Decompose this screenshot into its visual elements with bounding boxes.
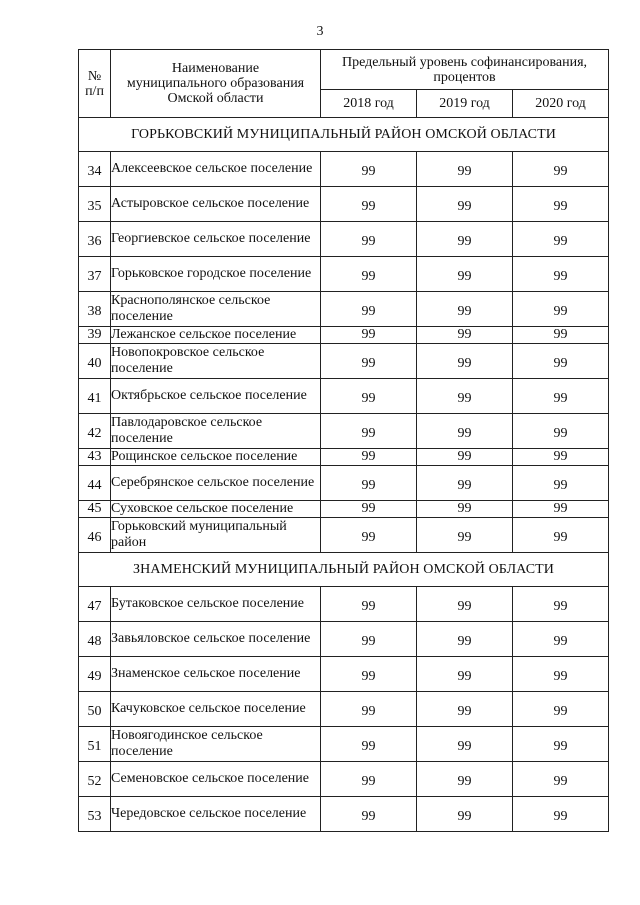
row-number: 46 — [79, 518, 111, 553]
row-number: 40 — [79, 344, 111, 379]
value-2020: 99 — [513, 222, 609, 257]
value-2018: 99 — [321, 327, 417, 344]
row-number: 52 — [79, 762, 111, 797]
table-row — [79, 727, 609, 762]
value-2020: 99 — [513, 327, 609, 344]
value-2018: 99 — [321, 692, 417, 727]
table-header — [79, 50, 609, 118]
table-row — [79, 344, 609, 379]
value-2018: 99 — [321, 501, 417, 518]
value-2019: 99 — [417, 292, 513, 327]
table-row — [79, 466, 609, 501]
header-year-2020: 2020 год — [513, 90, 609, 118]
municipality-name: Краснополянское сельское поселение — [111, 292, 321, 327]
header-name-line1: Наименование — [171, 61, 260, 76]
table-row — [79, 501, 609, 518]
header-num-line1: № — [87, 68, 102, 84]
value-2020: 99 — [513, 449, 609, 466]
value-2020: 99 — [513, 727, 609, 762]
value-2019: 99 — [417, 622, 513, 657]
value-2019: 99 — [417, 466, 513, 501]
value-2019: 99 — [417, 379, 513, 414]
value-2020: 99 — [513, 501, 609, 518]
row-number: 42 — [79, 414, 111, 449]
municipality-name: Новоягодинское сельское поселение — [111, 727, 321, 762]
header-name-line2: муниципального образования — [126, 76, 305, 91]
row-number: 47 — [79, 587, 111, 622]
page-number: 3 — [316, 24, 324, 39]
value-2020: 99 — [513, 762, 609, 797]
row-number: 35 — [79, 187, 111, 222]
header-year-2018: 2018 год — [321, 90, 417, 118]
row-number: 38 — [79, 292, 111, 327]
value-2019: 99 — [417, 152, 513, 187]
municipality-name: Октябрьское сельское поселение — [111, 379, 321, 414]
row-number: 53 — [79, 797, 111, 832]
header-level-line2: процентов — [433, 69, 496, 85]
cofinancing-table — [78, 49, 609, 832]
value-2018: 99 — [321, 657, 417, 692]
value-2020: 99 — [513, 518, 609, 553]
municipality-name: Бутаковское сельское поселение — [111, 587, 321, 622]
value-2018: 99 — [321, 152, 417, 187]
value-2018: 99 — [321, 257, 417, 292]
value-2019: 99 — [417, 657, 513, 692]
table-row — [79, 152, 609, 187]
municipality-name: Серебрянское сельское поселение — [111, 466, 321, 501]
table-body — [79, 118, 609, 832]
value-2019: 99 — [417, 501, 513, 518]
value-2018: 99 — [321, 187, 417, 222]
value-2019: 99 — [417, 587, 513, 622]
table-row — [79, 587, 609, 622]
value-2019: 99 — [417, 797, 513, 832]
header-year-2019: 2019 год — [417, 90, 513, 118]
table-row — [79, 692, 609, 727]
table-row — [79, 518, 609, 553]
value-2018: 99 — [321, 414, 417, 449]
municipality-name: Горьковское городское поселение — [111, 257, 321, 292]
table-row — [79, 327, 609, 344]
value-2018: 99 — [321, 622, 417, 657]
value-2020: 99 — [513, 187, 609, 222]
municipality-name: Астыровское сельское поселение — [111, 187, 321, 222]
value-2018: 99 — [321, 222, 417, 257]
municipality-name: Завьяловское сельское поселение — [111, 622, 321, 657]
table-row — [79, 797, 609, 832]
section-title: ЗНАМЕНСКИЙ МУНИЦИПАЛЬНЫЙ РАЙОН ОМСКОЙ ОБЛАСТИ — [79, 553, 609, 587]
row-number: 41 — [79, 379, 111, 414]
value-2019: 99 — [417, 344, 513, 379]
row-number: 37 — [79, 257, 111, 292]
table-row — [79, 379, 609, 414]
row-number: 51 — [79, 727, 111, 762]
value-2018: 99 — [321, 466, 417, 501]
row-number: 34 — [79, 152, 111, 187]
value-2019: 99 — [417, 518, 513, 553]
header-level-line1: Предельный уровень софинансирования, — [341, 54, 588, 70]
row-number: 50 — [79, 692, 111, 727]
municipality-name: Алексеевское сельское поселение — [111, 152, 321, 187]
row-number: 43 — [79, 449, 111, 466]
value-2018: 99 — [321, 587, 417, 622]
value-2020: 99 — [513, 692, 609, 727]
value-2020: 99 — [513, 587, 609, 622]
value-2018: 99 — [321, 727, 417, 762]
value-2020: 99 — [513, 152, 609, 187]
table-row — [79, 657, 609, 692]
municipality-name: Новопокровское сельское поселение — [111, 344, 321, 379]
value-2020: 99 — [513, 414, 609, 449]
header-num-line2: п/п — [85, 83, 104, 99]
value-2019: 99 — [417, 414, 513, 449]
table-row — [79, 414, 609, 449]
table-row — [79, 762, 609, 797]
value-2019: 99 — [417, 327, 513, 344]
value-2019: 99 — [417, 762, 513, 797]
value-2018: 99 — [321, 762, 417, 797]
municipality-name: Качуковское сельское поселение — [111, 692, 321, 727]
value-2020: 99 — [513, 257, 609, 292]
municipality-name: Георгиевское сельское поселение — [111, 222, 321, 257]
value-2019: 99 — [417, 692, 513, 727]
table-row — [79, 257, 609, 292]
value-2019: 99 — [417, 187, 513, 222]
value-2018: 99 — [321, 344, 417, 379]
value-2019: 99 — [417, 727, 513, 762]
table-row — [79, 622, 609, 657]
header-name-line3: Омской области — [167, 91, 264, 106]
table-row — [79, 449, 609, 466]
row-number: 44 — [79, 466, 111, 501]
row-number: 39 — [79, 327, 111, 344]
value-2018: 99 — [321, 797, 417, 832]
value-2018: 99 — [321, 379, 417, 414]
municipality-name: Рощинское сельское поселение — [111, 449, 321, 466]
value-2020: 99 — [513, 466, 609, 501]
value-2019: 99 — [417, 222, 513, 257]
section-header-row — [79, 553, 609, 587]
value-2019: 99 — [417, 257, 513, 292]
table-row — [79, 222, 609, 257]
municipality-name: Чередовское сельское поселение — [111, 797, 321, 832]
value-2020: 99 — [513, 657, 609, 692]
municipality-name: Павлодаровское сельское поселение — [111, 414, 321, 449]
header-name-cell — [111, 50, 321, 118]
value-2020: 99 — [513, 344, 609, 379]
value-2020: 99 — [513, 292, 609, 327]
municipality-name: Знаменское сельское поселение — [111, 657, 321, 692]
section-title: ГОРЬКОВСКИЙ МУНИЦИПАЛЬНЫЙ РАЙОН ОМСКОЙ ОБЛАСТИ — [79, 118, 609, 152]
municipality-name: Лежанское сельское поселение — [111, 327, 321, 344]
row-number: 49 — [79, 657, 111, 692]
value-2018: 99 — [321, 518, 417, 553]
municipality-name: Суховское сельское поселение — [111, 501, 321, 518]
municipality-name: Семеновское сельское поселение — [111, 762, 321, 797]
header-level-cell — [321, 50, 609, 90]
value-2018: 99 — [321, 449, 417, 466]
value-2018: 99 — [321, 292, 417, 327]
value-2019: 99 — [417, 449, 513, 466]
header-num-cell — [79, 50, 111, 118]
table-row — [79, 292, 609, 327]
municipality-name: Горьковский муниципальный район — [111, 518, 321, 553]
value-2020: 99 — [513, 379, 609, 414]
table-row — [79, 187, 609, 222]
row-number: 48 — [79, 622, 111, 657]
row-number: 45 — [79, 501, 111, 518]
value-2020: 99 — [513, 622, 609, 657]
section-header-row — [79, 118, 609, 152]
row-number: 36 — [79, 222, 111, 257]
value-2020: 99 — [513, 797, 609, 832]
